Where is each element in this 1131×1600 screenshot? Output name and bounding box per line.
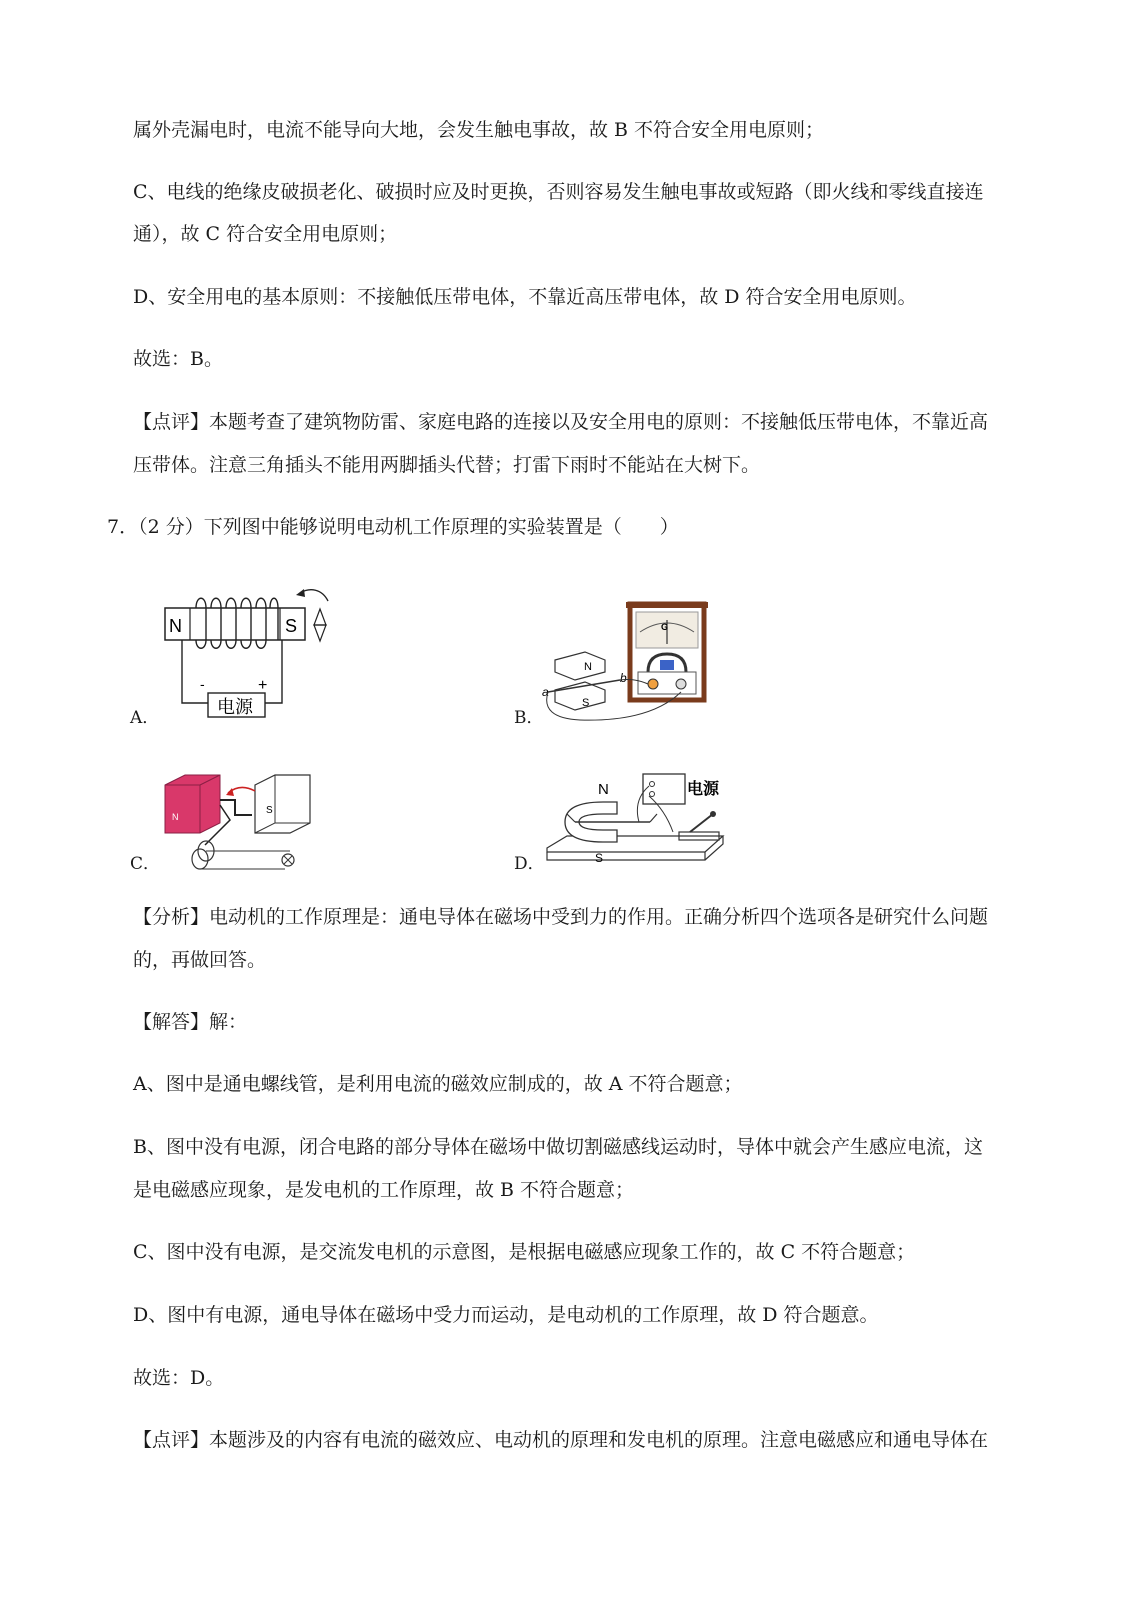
b-south-pole: S bbox=[582, 697, 590, 709]
b-gauge-letter: G bbox=[661, 622, 669, 632]
c-north-pole: N bbox=[172, 812, 179, 822]
explanation-line-d: D、安全用电的基本原则：不接触低压带电体，不靠近高压带电体，故 D 符合安全用电原则。 bbox=[133, 286, 917, 308]
a-minus-sign: - bbox=[200, 676, 205, 692]
figure-b-galvanometer bbox=[540, 600, 720, 725]
solution-heading: 【解答】解： bbox=[133, 1011, 248, 1033]
a-north-pole: N bbox=[169, 616, 182, 636]
b-north-pole: N bbox=[584, 661, 592, 673]
solution-line-b2: 是电磁感应现象，是发电机的工作原理，故 B 不符合题意； bbox=[133, 1179, 635, 1201]
question-7: 7．（2 分）下列图中能够说明电动机工作原理的实验装置是（ ） bbox=[107, 516, 679, 538]
explanation-line-b: 属外壳漏电时，电流不能导向大地，会发生触电事故，故 B 不符合安全用电原则； bbox=[133, 119, 825, 141]
solution-line-d: D、图中有电源，通电导体在磁场中受力而运动，是电动机的工作原理，故 D 符合题意。 bbox=[133, 1304, 879, 1326]
a-south-pole: S bbox=[285, 616, 298, 636]
option-c-label: C． bbox=[130, 854, 161, 874]
c-south-pole: S bbox=[266, 805, 273, 816]
figure-d-motor bbox=[545, 770, 730, 870]
figure-a-solenoid bbox=[160, 583, 340, 723]
comment-line-1: 【点评】本题考查了建筑物防雷、家庭电路的连接以及安全用电的原则：不接触低压带电体，不靠近高 bbox=[133, 411, 989, 433]
comment-line-2: 压带体。注意三角插头不能用两脚插头代替；打雷下雨时不能站在大树下。 bbox=[133, 454, 761, 476]
analysis-line-1: 【分析】电动机的工作原理是：通电导体在磁场中受到力的作用。正确分析四个选项各是研究什么问题 bbox=[133, 906, 989, 928]
d-south-pole: S bbox=[595, 851, 604, 865]
analysis-line-2: 的，再做回答。 bbox=[133, 949, 267, 971]
d-north-pole: N bbox=[598, 781, 609, 798]
figure-c-generator bbox=[160, 765, 320, 875]
answer-choice-line: 故选：B。 bbox=[133, 348, 223, 370]
final-answer: 故选：D。 bbox=[133, 1367, 225, 1389]
b-end-a: a bbox=[542, 685, 549, 699]
compass-needle-icon bbox=[314, 609, 326, 641]
d-power-source-label: 电源 bbox=[687, 781, 720, 798]
option-d-label: D． bbox=[514, 854, 545, 874]
b-end-b: b bbox=[620, 671, 627, 685]
comment-line: 【点评】本题涉及的内容有电流的磁效应、电动机的原理和发电机的原理。注意电磁感应和通电导体在 bbox=[133, 1429, 989, 1451]
option-a-label: A． bbox=[130, 708, 160, 728]
a-plus-sign: + bbox=[258, 677, 268, 694]
solution-line-a: A、图中是通电螺线管，是利用电流的磁效应制成的，故 A 不符合题意； bbox=[133, 1073, 743, 1095]
explanation-line-c2: 通），故 C 符合安全用电原则； bbox=[133, 223, 398, 245]
a-power-source-label: 电源 bbox=[217, 697, 253, 717]
solution-line-b1: B、图中没有电源，闭合电路的部分导体在磁场中做切割磁感线运动时，导体中就会产生感应电流，这 bbox=[133, 1136, 983, 1158]
solution-line-c: C、图中没有电源，是交流发电机的示意图，是根据电磁感应现象工作的，故 C 不符合题意； bbox=[133, 1241, 916, 1263]
explanation-line-c1: C、电线的绝缘皮破损老化、破损时应及时更换，否则容易发生触电事故或短路（即火线和零线直接连 bbox=[133, 181, 984, 203]
option-b-label: B． bbox=[514, 708, 544, 728]
